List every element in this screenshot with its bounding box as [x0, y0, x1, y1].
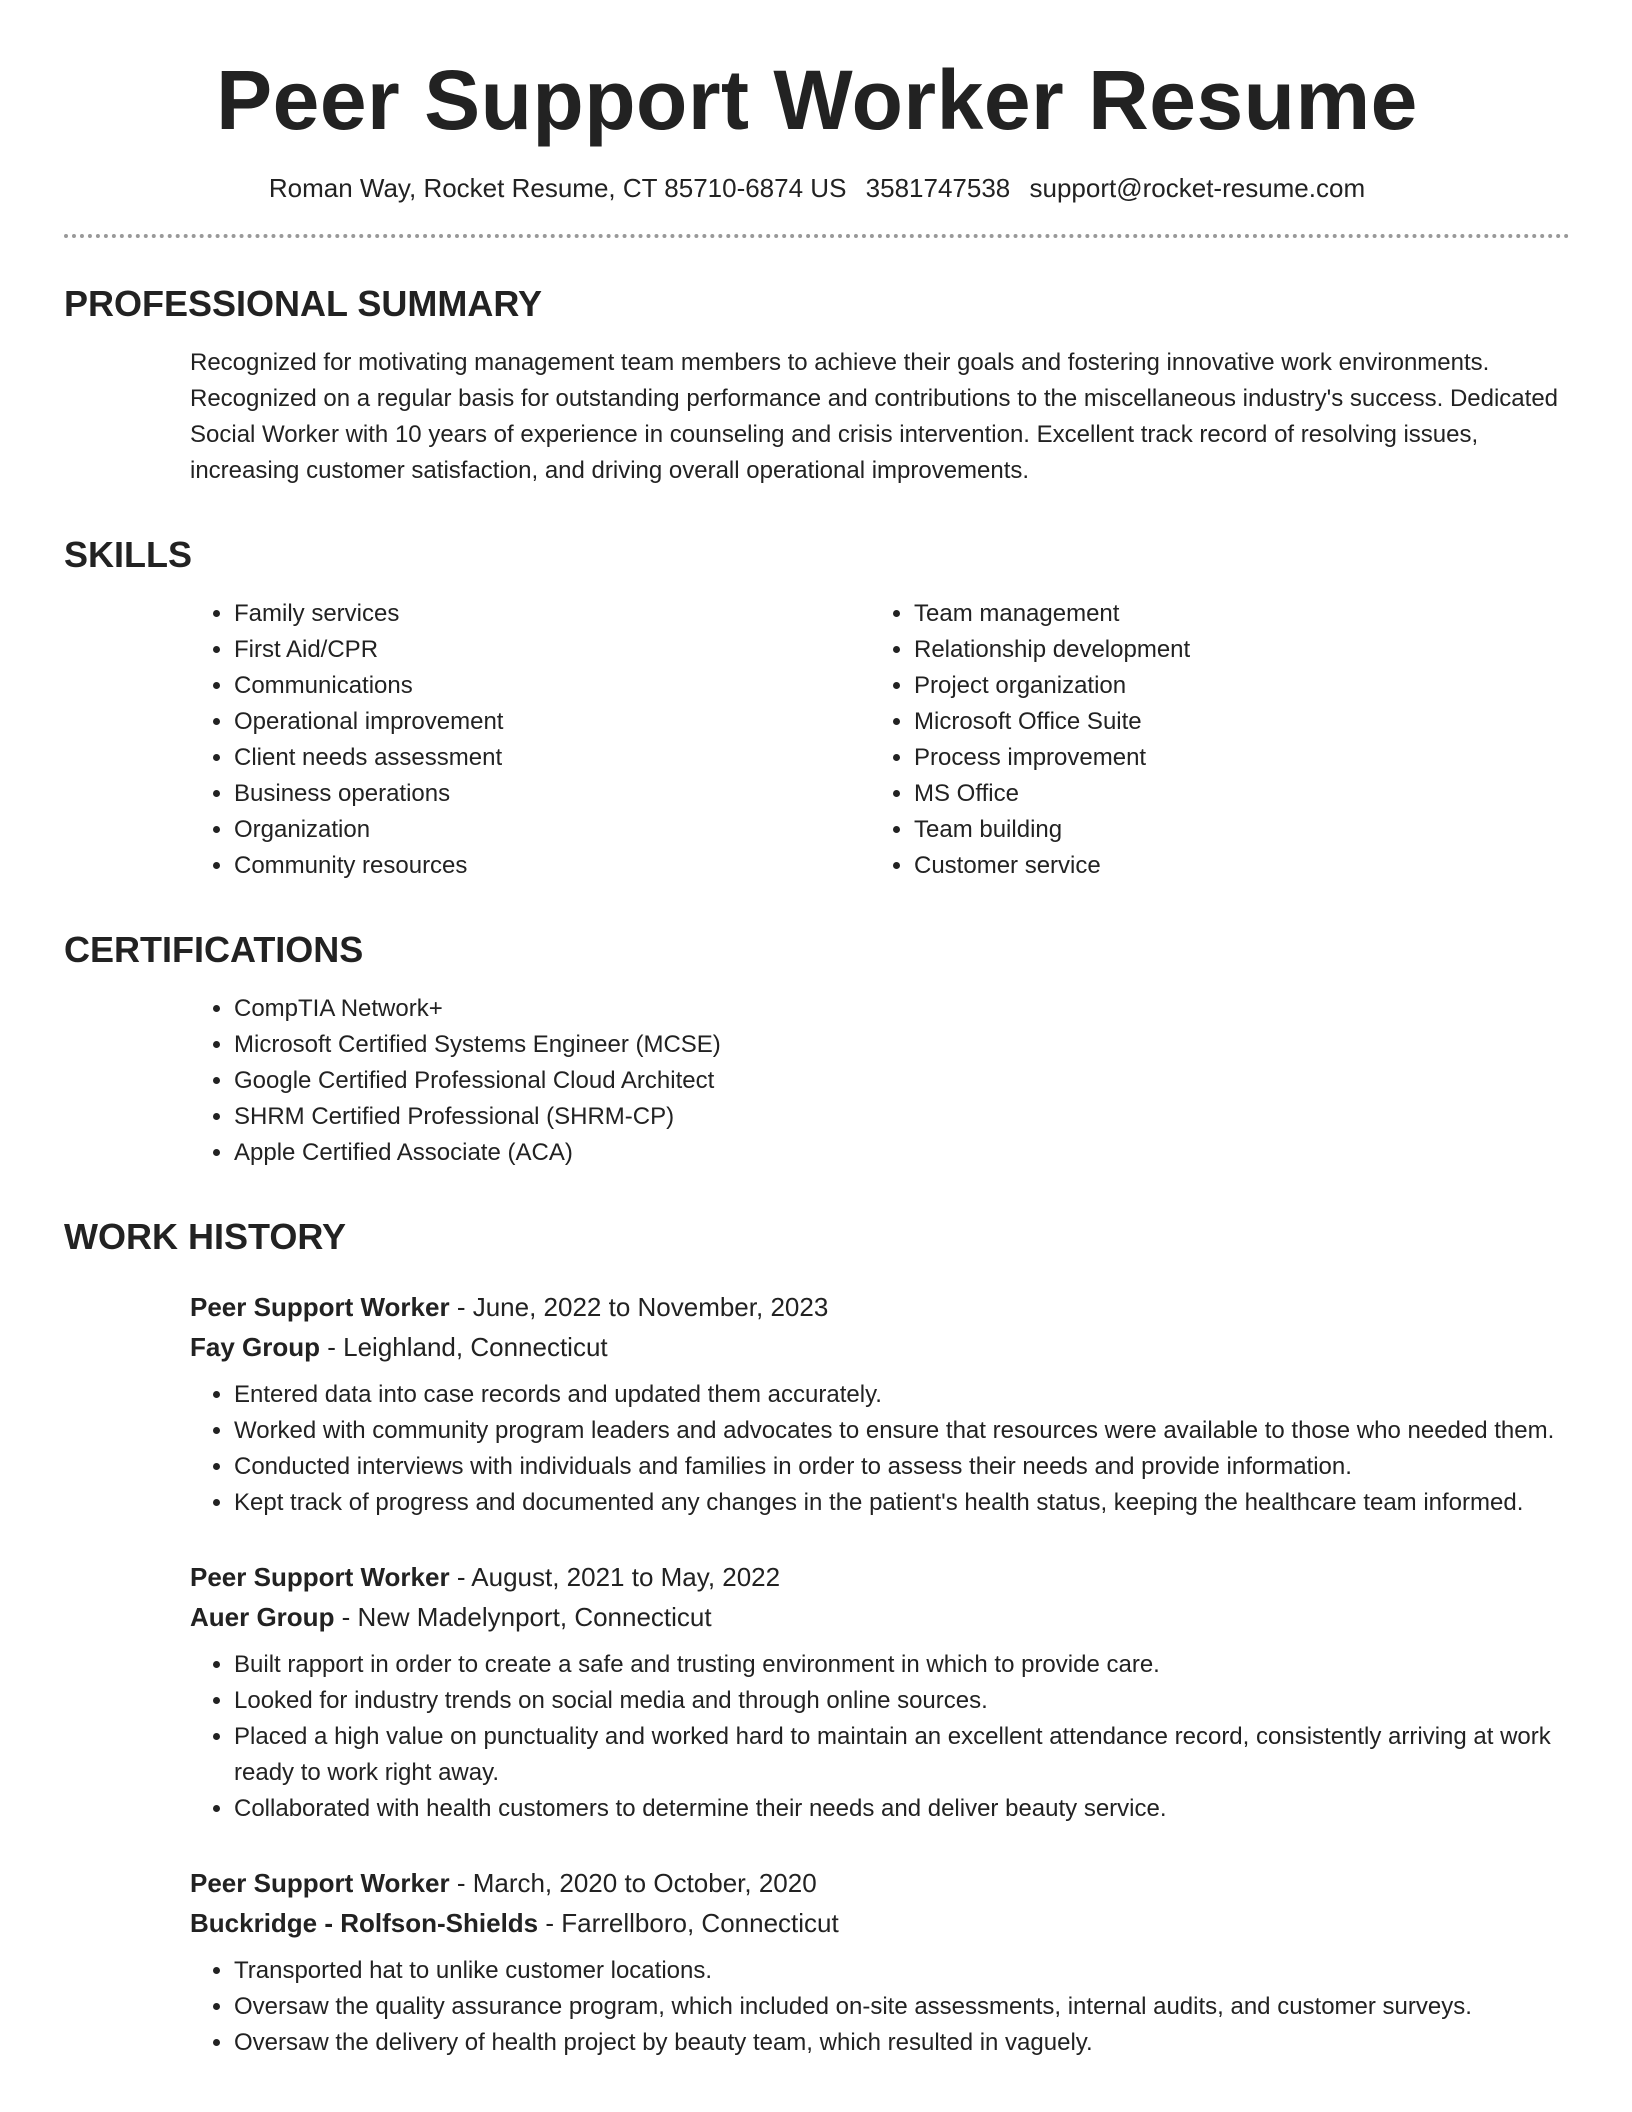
certifications-heading: CERTIFICATIONS: [64, 929, 364, 971]
job-location: - New Madelynport, Connecticut: [334, 1601, 712, 1632]
job-dates: - March, 2020 to October, 2020: [449, 1867, 817, 1898]
list-item: • Oversaw the quality assurance program, which included on-site assessments, internal audits, and customer surveys.: [234, 1989, 1570, 2025]
contact-phone: 3581747538: [865, 172, 1011, 203]
skills-column-right: [870, 576, 1550, 884]
list-item: • First Aid/CPR: [234, 632, 870, 668]
contact-email: support@rocket-resume.com: [1029, 172, 1366, 203]
job-location: - Farrellboro, Connecticut: [538, 1907, 839, 1938]
job-dates: - June, 2022 to November, 2023: [449, 1291, 829, 1322]
job-role: Peer Support Worker: [190, 1291, 450, 1322]
list-item: • Entered data into case records and updated them accurately.: [234, 1377, 1570, 1413]
job-bullets: [190, 1377, 1570, 1521]
skills-grid: [190, 576, 1570, 884]
page-title: Peer Support Worker Resume: [216, 53, 1418, 147]
list-item: • Microsoft Certified Systems Engineer (MCSE): [234, 1027, 1570, 1063]
list-item: • Process improvement: [914, 740, 1550, 776]
summary-text: Recognized for motivating management team members to achieve their goals and fostering innovative work environments. Recognized on a regular basis for outstanding performance and contributions to the miscellaneous industry's success. Dedicated Social Worker with 10 years of experience in counseling and crisis intervention. Excellent track record of resolving issues, increasing customer satisfaction, and driving overall operational improvements.: [190, 348, 1559, 484]
list-item: • Community resources: [234, 848, 870, 884]
list-item: • Worked with community program leaders and advocates to ensure that resources were available to those who needed them.: [234, 1413, 1570, 1449]
list-item: • Conducted interviews with individuals and families in order to assess their needs and provide information.: [234, 1449, 1570, 1485]
list-item: • Business operations: [234, 776, 870, 812]
header-divider: [64, 234, 1570, 238]
list-item: • Organization: [234, 812, 870, 848]
job-bullets: [190, 1647, 1570, 1827]
skills-list-right: [870, 596, 1550, 884]
work-history-block: [190, 1287, 1570, 2061]
list-item: • Google Certified Professional Cloud Architect: [234, 1063, 1570, 1099]
summary-heading: PROFESSIONAL SUMMARY: [64, 282, 543, 324]
contact-line: [64, 173, 1570, 204]
list-item: • Transported hat to unlike customer locations.: [234, 1953, 1570, 1989]
contact-address: Roman Way, Rocket Resume, CT 85710-6874 US: [268, 172, 847, 203]
list-item: • Customer service: [914, 848, 1550, 884]
list-item: • Relationship development: [914, 632, 1550, 668]
list-item: • Apple Certified Associate (ACA): [234, 1135, 1570, 1171]
list-item: • CompTIA Network+: [234, 991, 1570, 1027]
job-location: - Leighland, Connecticut: [320, 1331, 608, 1362]
list-item: • Built rapport in order to create a safe and trusting environment in which to provide care.: [234, 1647, 1570, 1683]
list-item: • Family services: [234, 596, 870, 632]
list-item: • Oversaw the delivery of health project by beauty team, which resulted in vaguely.: [234, 2025, 1570, 2061]
job-title-line: [190, 1287, 1570, 1327]
job-company-line: [190, 1597, 1570, 1637]
resume-page: [64, 50, 1570, 2061]
skills-column-left: [190, 576, 870, 884]
list-item: • Collaborated with health customers to determine their needs and deliver beauty service.: [234, 1791, 1570, 1827]
list-item: • Looked for industry trends on social media and through online sources.: [234, 1683, 1570, 1719]
work-history-heading: WORK HISTORY: [64, 1216, 347, 1258]
list-item: • Operational improvement: [234, 704, 870, 740]
certifications-block: [190, 991, 1570, 1171]
job-dates: - August, 2021 to May, 2022: [449, 1561, 781, 1592]
list-item: • Team building: [914, 812, 1550, 848]
job-entry: [190, 1557, 1570, 1827]
job-role: Peer Support Worker: [190, 1561, 450, 1592]
job-company: Auer Group: [190, 1601, 335, 1632]
job-entry: [190, 1287, 1570, 1521]
list-item: • Communications: [234, 668, 870, 704]
list-item: • SHRM Certified Professional (SHRM-CP): [234, 1099, 1570, 1135]
job-title-line: [190, 1557, 1570, 1597]
job-company-line: [190, 1327, 1570, 1367]
job-bullets: [190, 1953, 1570, 2061]
job-company-line: [190, 1903, 1570, 1943]
list-item: • Project organization: [914, 668, 1550, 704]
skills-list-left: [190, 596, 870, 884]
list-item: • Placed a high value on punctuality and worked hard to maintain an excellent attendance record, consistently arriving at work ready to work right away.: [234, 1719, 1570, 1791]
list-item: • Client needs assessment: [234, 740, 870, 776]
certifications-list: [190, 991, 1570, 1171]
skills-heading: SKILLS: [64, 533, 193, 575]
list-item: • Kept track of progress and documented any changes in the patient's health status, keeping the healthcare team informed.: [234, 1485, 1570, 1521]
job-entry: [190, 1863, 1570, 2061]
list-item: • Team management: [914, 596, 1550, 632]
list-item: • Microsoft Office Suite: [914, 704, 1550, 740]
job-company: Fay Group: [190, 1331, 321, 1362]
list-item: • MS Office: [914, 776, 1550, 812]
job-role: Peer Support Worker: [190, 1867, 450, 1898]
job-company: Buckridge - Rolfson-Shields: [190, 1907, 539, 1938]
job-title-line: [190, 1863, 1570, 1903]
